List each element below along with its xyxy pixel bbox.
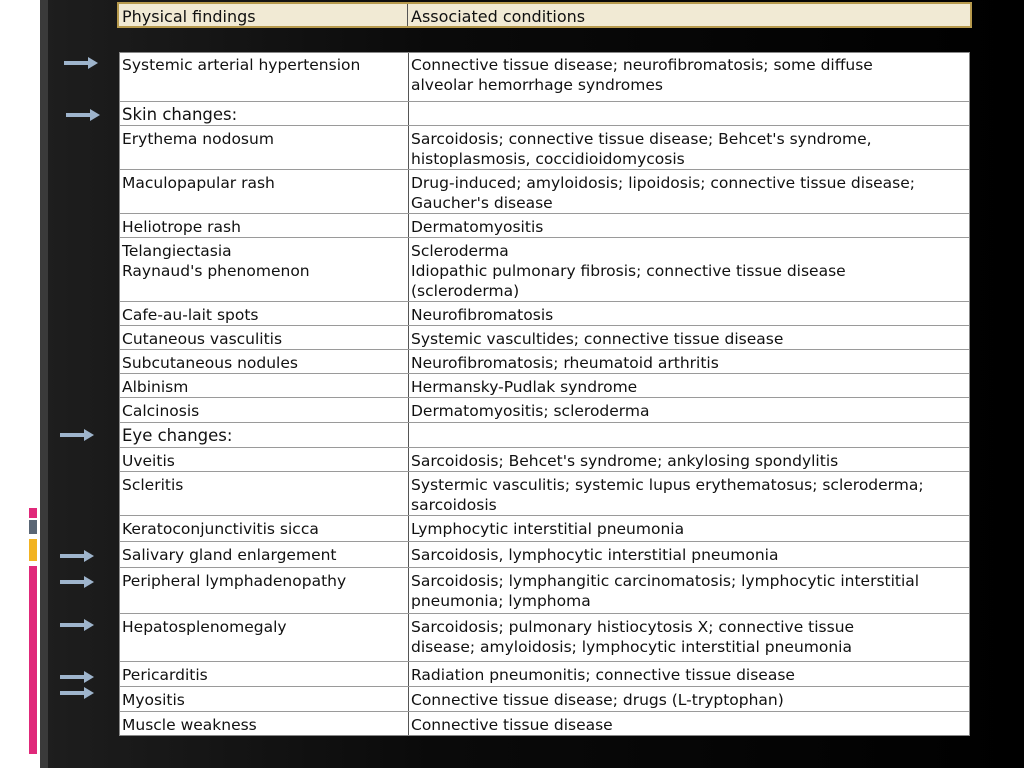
- finding-cell: Telangiectasia Raynaud's phenomenon: [122, 242, 310, 280]
- condition-cell: Neurofibromatosis: [411, 306, 554, 324]
- finding-cell: Albinism: [122, 378, 189, 396]
- condition-cell: Sarcoidosis, lymphocytic interstitial pneumonia: [411, 546, 779, 564]
- table-header: [117, 2, 972, 28]
- finding-cell: Pericarditis: [122, 666, 208, 684]
- finding-cell: Scleritis: [122, 476, 184, 494]
- condition-cell: Connective tissue disease; neurofibromatosis; some diffuse alveolar hemorrhage syndromes: [411, 56, 873, 94]
- table-row: [119, 567, 970, 614]
- section-row: [119, 422, 970, 448]
- condition-cell: Drug-induced; amyloidosis; lipoidosis; connective tissue disease; Gaucher's disease: [411, 174, 916, 212]
- table-row: [119, 237, 970, 302]
- gray-accent-bar: [29, 520, 37, 534]
- finding-cell: Erythema nodosum: [122, 130, 274, 148]
- finding-cell: Calcinosis: [122, 402, 200, 420]
- findings-table: [119, 52, 970, 736]
- finding-cell: Keratoconjunctivitis sicca: [122, 520, 319, 538]
- condition-cell: Sarcoidosis; lymphangitic carcinomatosis; lymphocytic interstitial pneumonia; lymphoma: [411, 572, 920, 610]
- section-row: [119, 101, 970, 126]
- section-heading: Skin changes:: [122, 105, 238, 124]
- condition-cell: Dermatomyositis; scleroderma: [411, 402, 650, 420]
- arrow-right-icon: [60, 686, 94, 700]
- table-row: [119, 373, 970, 398]
- arrow-right-icon: [66, 108, 100, 122]
- header-associated-conditions: Associated conditions: [411, 7, 586, 26]
- condition-cell: Connective tissue disease; drugs (L-tryptophan): [411, 691, 784, 709]
- finding-cell: Myositis: [122, 691, 185, 709]
- table-row: [119, 541, 970, 568]
- arrow-right-icon: [60, 670, 94, 684]
- finding-cell: Peripheral lymphadenopathy: [122, 572, 347, 590]
- condition-cell: Sarcoidosis; pulmonary histiocytosis X; connective tissue disease; amyloidosis; lymphocytic interstitial pneumonia: [411, 618, 855, 656]
- condition-cell: Lymphocytic interstitial pneumonia: [411, 520, 685, 538]
- header-physical-findings: Physical findings: [122, 7, 256, 26]
- arrow-right-icon: [60, 549, 94, 563]
- finding-cell: Salivary gland enlargement: [122, 546, 337, 564]
- condition-cell: Systermic vasculitis; systemic lupus erythematosus; scleroderma; sarcoidosis: [411, 476, 924, 514]
- table-row: [119, 397, 970, 423]
- condition-cell: Scleroderma Idiopathic pulmonary fibrosis; connective tissue disease (scleroderma): [411, 242, 846, 300]
- yellow-accent-bar: [29, 539, 37, 561]
- finding-cell: Uveitis: [122, 452, 175, 470]
- condition-cell: Neurofibromatosis; rheumatoid arthritis: [411, 354, 719, 372]
- table-row: [119, 349, 970, 374]
- finding-cell: Heliotrope rash: [122, 218, 241, 236]
- bars-icon: [22, 75, 42, 117]
- arrow-right-icon: [64, 56, 98, 70]
- condition-cell: Connective tissue disease: [411, 716, 613, 734]
- condition-cell: Radiation pneumonitis; connective tissue disease: [411, 666, 795, 684]
- pink-accent-bar-long: [29, 566, 37, 754]
- table-row: [119, 325, 970, 350]
- table-row: [119, 613, 970, 662]
- condition-cell: Sarcoidosis; connective tissue disease; Behcet's syndrome, histoplasmosis, coccidioidomycosis: [411, 130, 872, 168]
- finding-cell: Cafe-au-lait spots: [122, 306, 259, 324]
- table-row: [119, 661, 970, 687]
- arrow-right-icon: [60, 575, 94, 589]
- pink-accent-bar: [29, 508, 37, 518]
- finding-cell: Hepatosplenomegaly: [122, 618, 287, 636]
- finding-cell: Maculopapular rash: [122, 174, 275, 192]
- condition-cell: Sarcoidosis; Behcet's syndrome; ankylosing spondylitis: [411, 452, 839, 470]
- header-divider: [407, 4, 408, 26]
- condition-cell: Systemic vascultides; connective tissue disease: [411, 330, 784, 348]
- table-row: [119, 52, 970, 101]
- table-row: [119, 711, 970, 737]
- table-row: [119, 213, 970, 238]
- table-row: [119, 301, 970, 326]
- arrow-right-icon: [60, 618, 94, 632]
- table-row: [119, 686, 970, 712]
- condition-cell: Hermansky-Pudlak syndrome: [411, 378, 638, 396]
- condition-cell: Dermatomyositis: [411, 218, 544, 236]
- finding-cell: Systemic arterial hypertension: [122, 56, 361, 74]
- finding-cell: Subcutaneous nodules: [122, 354, 298, 372]
- table-row: [119, 515, 970, 542]
- section-heading: Eye changes:: [122, 426, 233, 445]
- arrow-right-icon: [60, 428, 94, 442]
- finding-cell: Cutaneous vasculitis: [122, 330, 283, 348]
- table-row: [119, 471, 970, 516]
- table-row: [119, 447, 970, 472]
- finding-cell: Muscle weakness: [122, 716, 257, 734]
- table-row: [119, 169, 970, 214]
- table-row: [119, 125, 970, 170]
